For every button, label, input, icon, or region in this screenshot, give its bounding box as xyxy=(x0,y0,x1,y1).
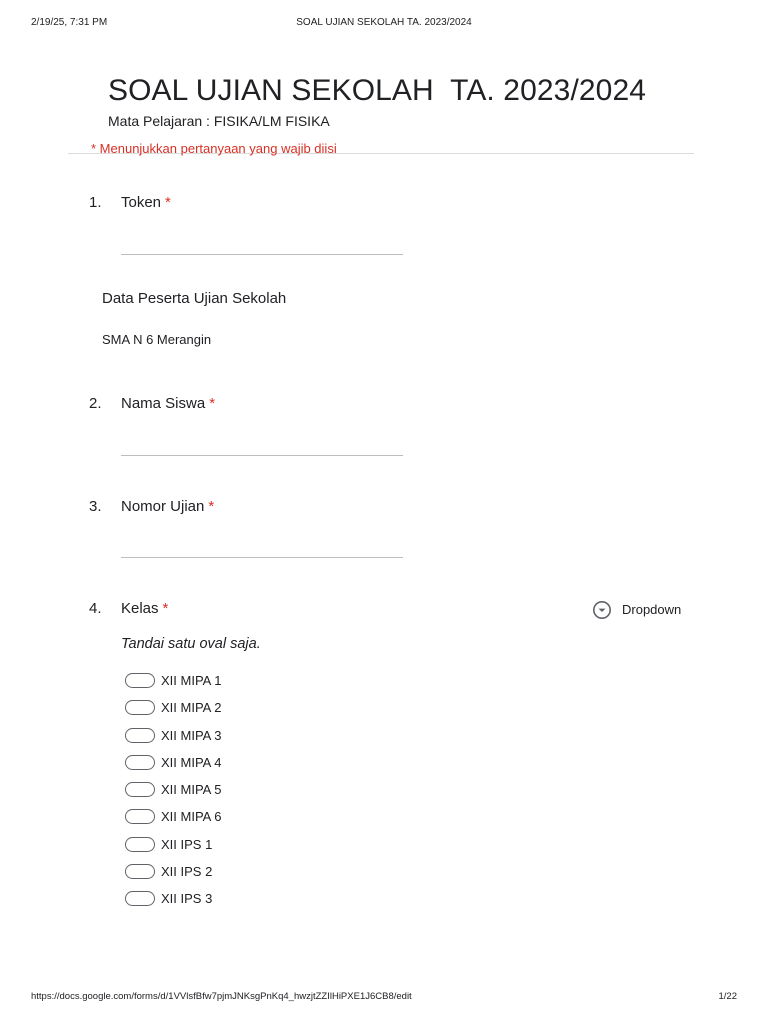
option-item[interactable] xyxy=(125,890,425,917)
question-1-number: 1. xyxy=(89,194,102,211)
print-footer xyxy=(31,991,737,1005)
option-item[interactable] xyxy=(125,836,425,863)
option-label: XII MIPA 3 xyxy=(161,727,222,743)
option-item[interactable] xyxy=(125,754,425,781)
page-number: 1/22 xyxy=(718,991,737,1002)
radio-oval[interactable] xyxy=(125,837,155,852)
radio-oval[interactable] xyxy=(125,864,155,879)
question-hint: Tandai satu oval saja. xyxy=(121,636,261,652)
question-type-label: Dropdown xyxy=(622,602,682,617)
option-item[interactable] xyxy=(125,808,425,835)
option-label: XII IPS 1 xyxy=(161,836,213,852)
required-star: * xyxy=(162,600,169,617)
form-title: SOAL UJIAN SEKOLAH TA. 2023/2024 xyxy=(108,74,647,107)
option-label: XII MIPA 2 xyxy=(161,700,222,716)
question-3-number: 3. xyxy=(89,498,102,515)
kelas-options xyxy=(125,672,425,918)
dropdown-circle-icon xyxy=(592,600,612,620)
option-label: XII MIPA 6 xyxy=(161,809,222,825)
question-4-label: Kelas xyxy=(121,600,159,617)
question-2-label: Nama Siswa xyxy=(121,395,206,412)
question-2-title xyxy=(121,395,215,412)
question-3-title xyxy=(121,498,214,515)
radio-oval[interactable] xyxy=(125,809,155,824)
nomor-ujian-input[interactable] xyxy=(121,557,403,558)
section-description: SMA N 6 Merangin xyxy=(102,332,212,347)
radio-oval[interactable] xyxy=(125,728,155,743)
print-datetime: 2/19/25, 7:31 PM xyxy=(31,17,108,28)
nama-siswa-input[interactable] xyxy=(121,455,403,456)
print-header xyxy=(31,17,737,31)
radio-oval[interactable] xyxy=(125,700,155,715)
question-3-label: Nomor Ujian xyxy=(121,498,205,515)
required-star: * xyxy=(208,498,215,515)
radio-oval[interactable] xyxy=(125,891,155,906)
question-4-title xyxy=(121,600,168,617)
question-1-title xyxy=(121,194,171,211)
option-item[interactable] xyxy=(125,672,425,699)
required-note: * Menunjukkan pertanyaan yang wajib diisi xyxy=(91,141,337,156)
option-label: XII MIPA 4 xyxy=(161,754,222,770)
radio-oval[interactable] xyxy=(125,782,155,797)
option-item[interactable] xyxy=(125,781,425,808)
option-item[interactable] xyxy=(125,727,425,754)
required-star: * xyxy=(165,194,171,211)
print-url[interactable]: https://docs.google.com/forms/d/1VVlsfBfw7pjmJNKsgPnKq4_hwzjtZZIlHiPXE1J6CB8/edit xyxy=(31,991,412,1002)
question-4-number: 4. xyxy=(89,600,102,617)
option-label: XII IPS 2 xyxy=(161,864,213,880)
question-2-number: 2. xyxy=(89,395,102,412)
question-1-label: Token xyxy=(121,194,162,211)
form-subtitle: Mata Pelajaran : FISIKA/LM FISIKA xyxy=(108,113,330,129)
print-doc-title: SOAL UJIAN SEKOLAH TA. 2023/2024 xyxy=(296,17,472,28)
option-item[interactable] xyxy=(125,863,425,890)
option-label: XII IPS 3 xyxy=(161,891,213,907)
section-title: Data Peserta Ujian Sekolah xyxy=(102,290,287,307)
token-input[interactable] xyxy=(121,254,403,255)
option-item[interactable] xyxy=(125,699,425,726)
required-star: * xyxy=(209,395,216,412)
radio-oval[interactable] xyxy=(125,673,155,688)
radio-oval[interactable] xyxy=(125,755,155,770)
option-label: XII MIPA 1 xyxy=(161,673,222,688)
option-label: XII MIPA 5 xyxy=(161,782,222,798)
